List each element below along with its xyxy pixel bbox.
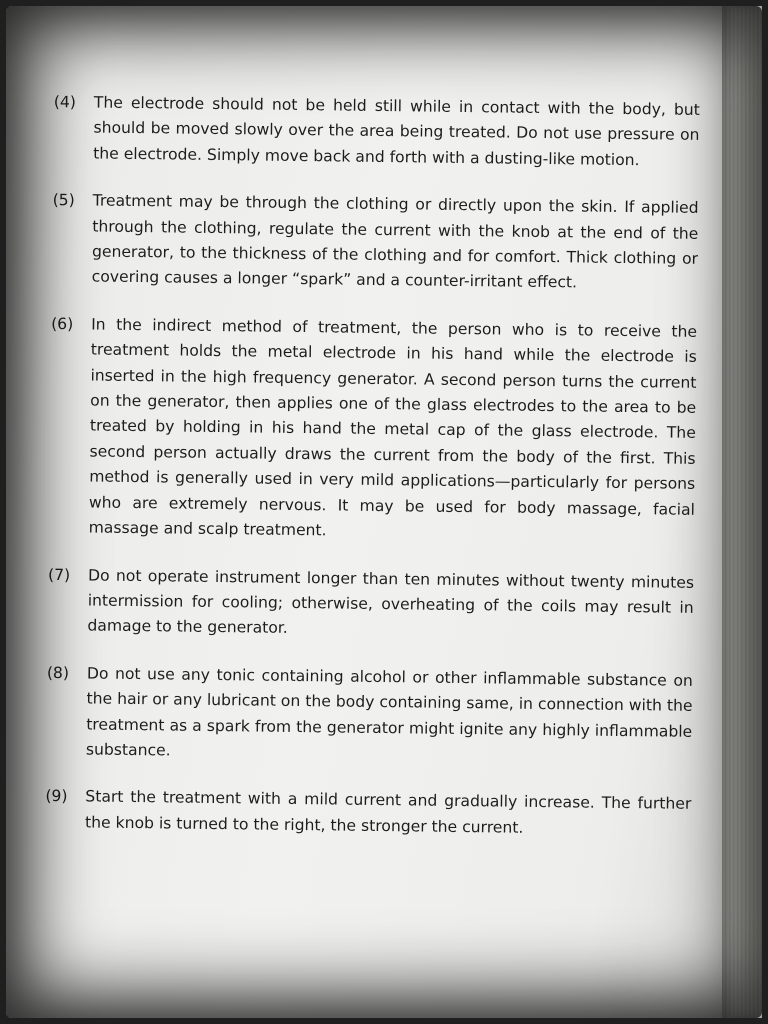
page-binding-edge [722,6,762,1018]
instructions-text [45,90,700,865]
paper-page [6,6,762,1018]
item-number: (9) [45,787,68,806]
instruction-item-8 [46,661,693,771]
instruction-item-7 [47,562,694,646]
item-text: Start the treatment with a mild current and gradually increase. The further the knob is turned to the right, the stronger the current. [84,787,692,837]
instruction-item-6 [48,312,697,549]
item-text: Do not use any tonic containing alcohol or other inflammable substance on the hair or any lubricant on the body containing same, in connection with the treatment as a spark from the generator might ignite any highly inflammable substance. [85,664,693,760]
item-text: Do not operate instrument longer than ten minutes without twenty minutes intermission for cooling; otherwise, overheating of the coils may result in damage to the generator. [87,565,695,638]
instruction-item-5 [52,188,699,298]
item-number: (8) [46,663,70,682]
item-text: In the indirect method of treatment, the person who is to receive the treatment holds the metal electrode in his hand while the electrode is inserted in the high frequency generator. A second person turns the current on the generator, then applies one of the glass electrodes to the area to be treated by holding in his hand the metal cap of the glass electrode. The second person actually draws the current from the body of the first. This method is generally used in very mild applications—particularly for persons who are extremely nervous. It may be used for body massage, facial massage and scalp treatment. [88,315,698,540]
item-number: (4) [53,92,77,112]
item-number: (5) [52,191,75,210]
item-text: Treatment may be through the clothing or directly upon the skin. If applied through the clothing, regulate the current with the knob at the end of the generator, to the thickness of the clothing and for comfort. Thick clothing or covering causes a longer “spark” and a counter-irritant effect. [91,191,699,292]
item-number: (6) [51,314,74,334]
instruction-item-9 [45,784,692,843]
item-text: The electrode should not be held still while in contact with the body, but should be moved slowly over the area being treated. Do not use pressure on the electrode. Simply move back and forth with a dusting-like motion. [93,93,700,169]
item-number: (7) [47,565,71,584]
instruction-item-4 [53,90,700,174]
